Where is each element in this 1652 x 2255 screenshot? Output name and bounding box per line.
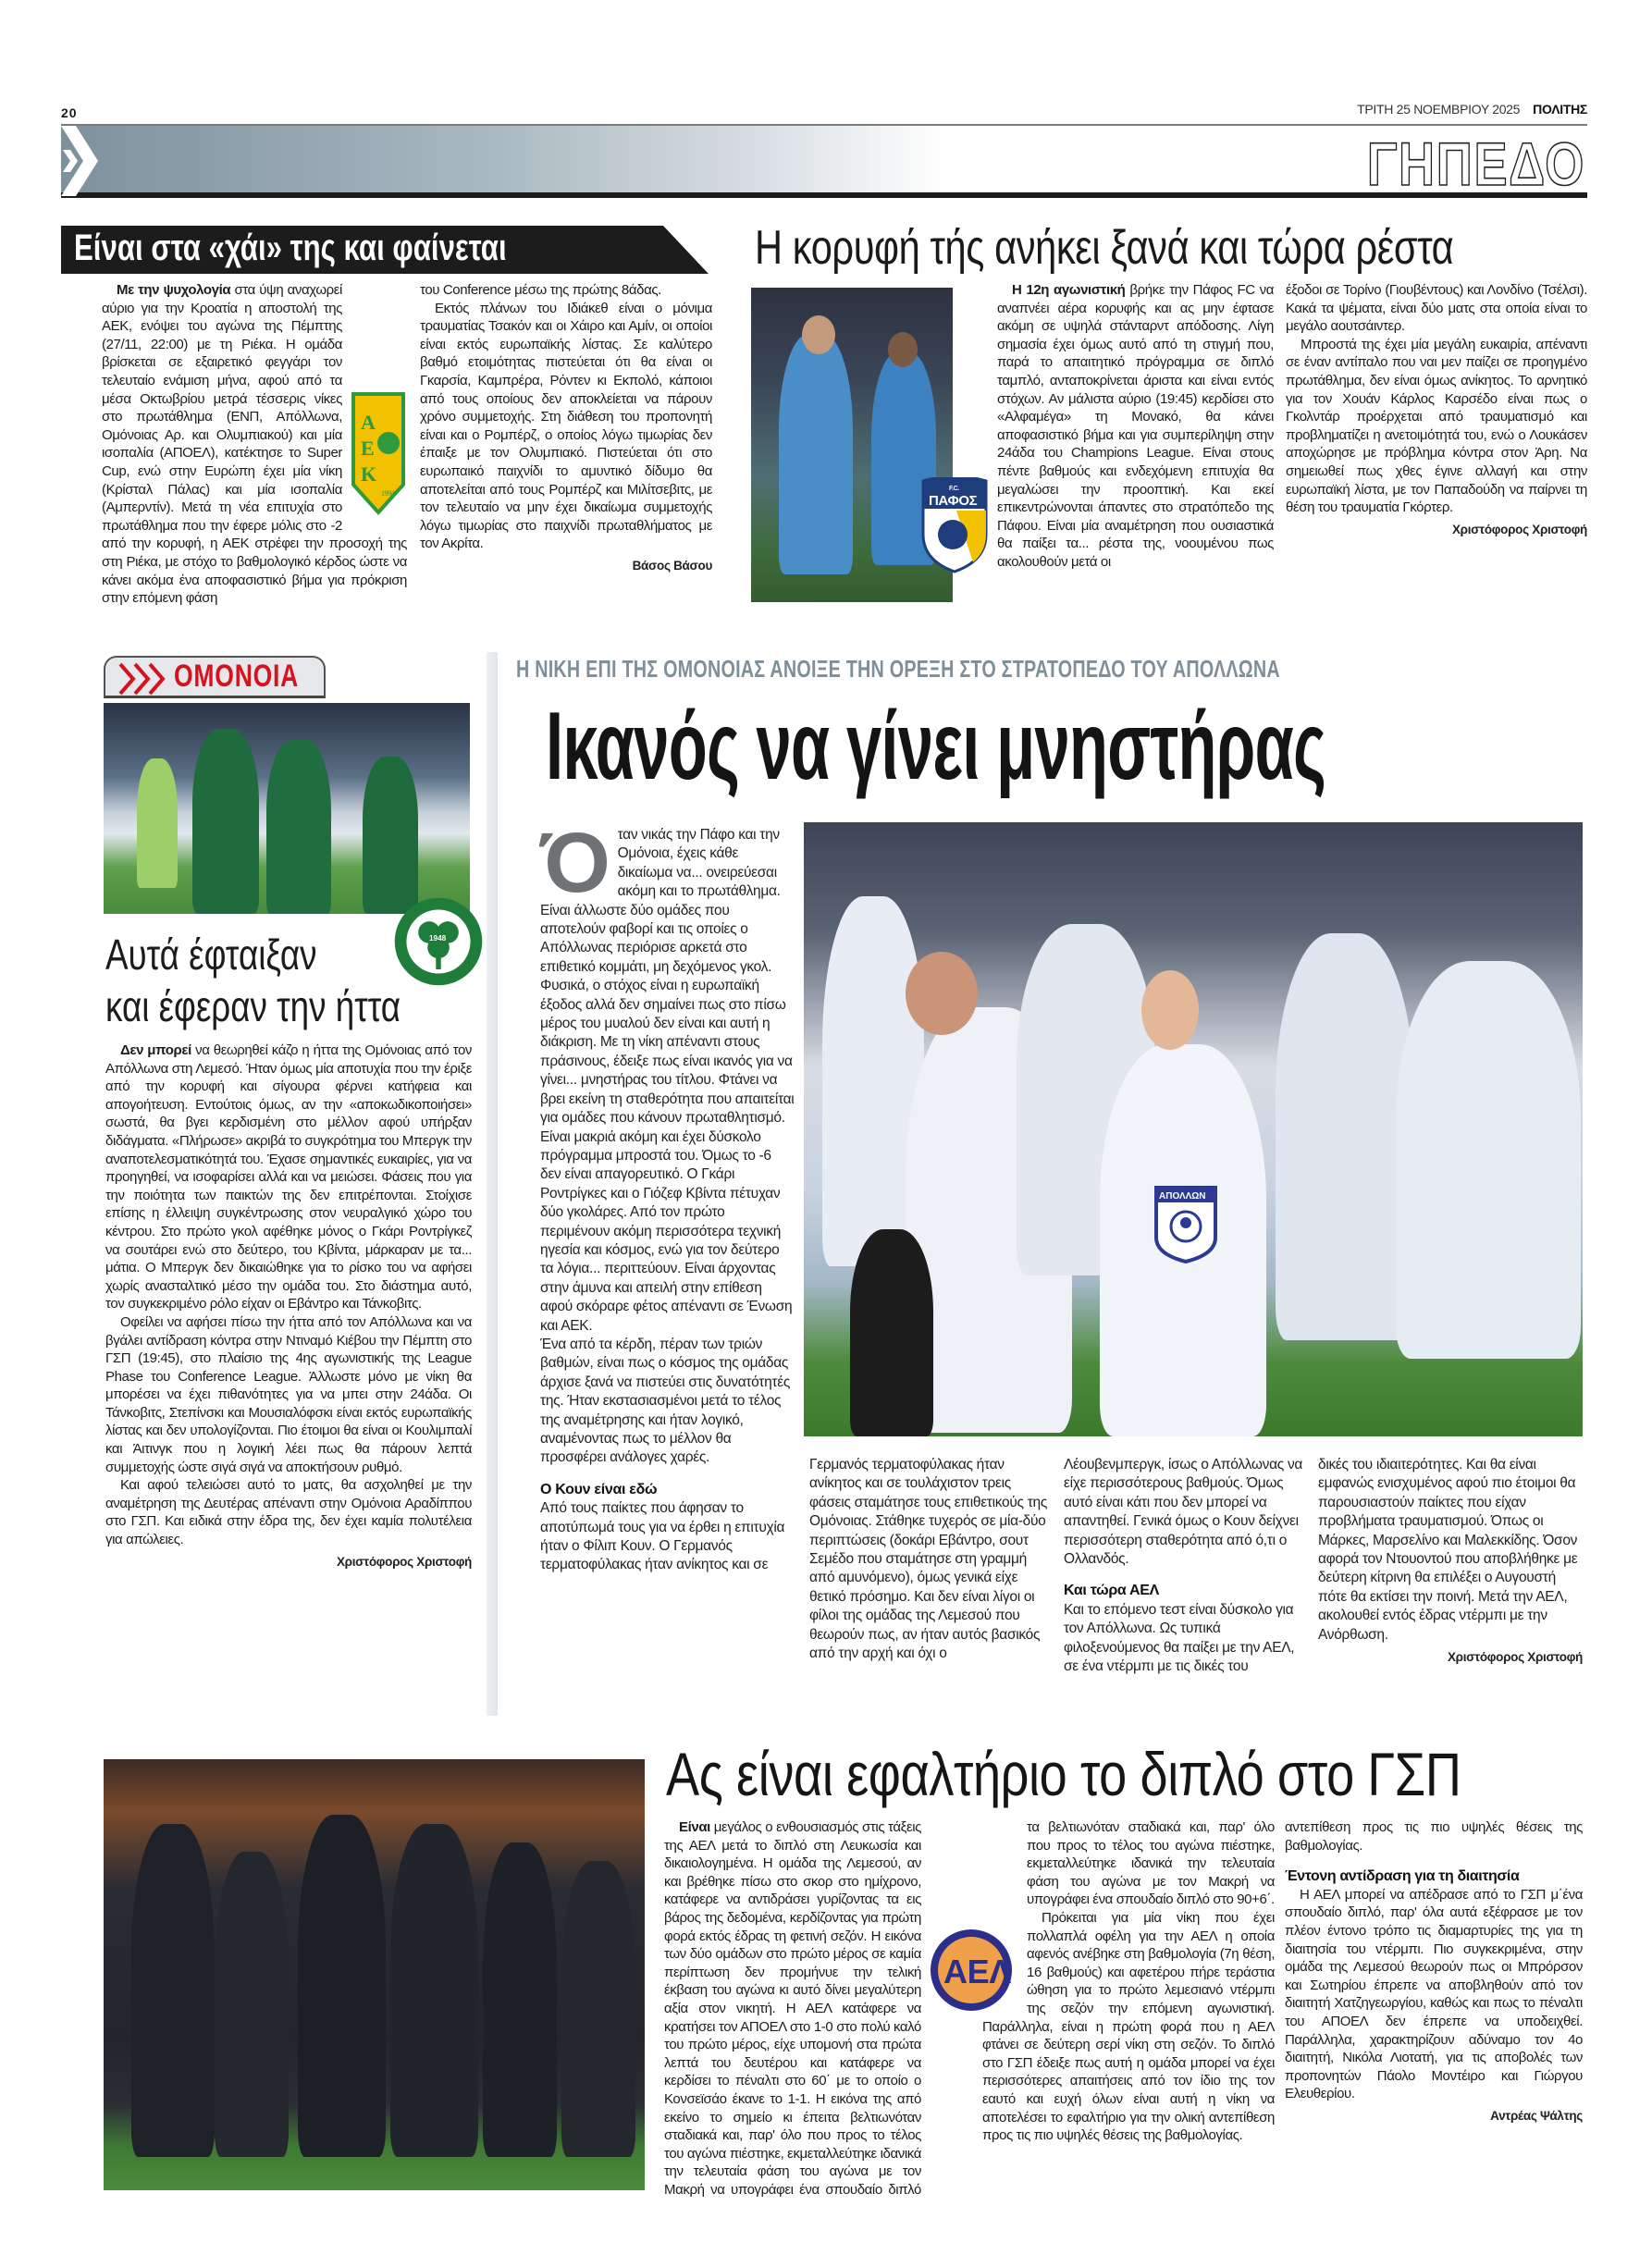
subheading: Και τώρα ΑΕΛ — [1064, 1583, 1160, 1599]
lead-in: Η 12η αγωνιστική — [1012, 282, 1126, 298]
svg-text:F.C.: F.C. — [949, 486, 959, 492]
svg-text:1994: 1994 — [381, 489, 395, 498]
omonoia-crest-logo — [392, 895, 485, 988]
article-column — [1064, 1456, 1306, 1677]
paragraph: βρήκε την Πάφος FC να αναπνέει αέρα κορυφής και ας μην έφτασε ακόμη σε υψηλά στάνταρντ απόδοσης. Λίγη σημασία έχει όμως αυτό από τη στιγμή που, παρά το απαιτητικό πρόγραμμα σε διπλό ταμπλό, ανταποκρίνεται άριστα και είναι εντός στόχων. Αν μάλιστα αύριο (19:45) κερδίσει στο «Αλφαμέγα» τη Μονακό, θα κάνει αποφασιστικό βήμα και για συμπερίληψη στην 24άδα του Champions League. Είναι στους πέντε βαθμούς και ενδεχόμενη επιτυχία θα μεγαλώσει την προοπτική. Και εκεί επικεντρώνονται άπαντες στο στρατόπεδο της Πάφου. Είναι μία αναμέτρηση που ουσιαστικά θα παίξει τα... ρέστα της, νοουμένου πως ακολουθούν μετά οι — [997, 282, 1275, 570]
article-intro: ταν νικάς την Πάφο και την Ομόνοια, έχεις κάθε δικαίωμα να... ονειρεύεσαι ακόμη και το πρωτάθλημα. — [617, 827, 781, 900]
paragraph: Οφείλει να αφήσει πίσω την ήττα από τον Απόλλωνα και να βγάλει αντίδραση κόντρα στην Ντιναμό Κιέβου την Πέμπτη στο ΓΣΠ (19:45), στο πλαίσιο της 4ης αγωνιστικής της League Phase του Conference League. Άλλωστε μόνο με νίκη θα μπορέσει να έχει πιθανότητες για να μπει στην 24άδα. Οι Τάνκοβιτς, Στεπίνσκι και Μουσιαλόφσκι είναι εκτός ευρωπαϊκής λίστας και δεν υπολογίζονται. Πιο έτοιμοι θα είναι οι Κουλιμπαλί και Άιτινγκ που η λογική λέει πως θα πάρουν λεπτά συμμετοχής ώστε σιγά σιγά να αποκτήσουν ρυθμό. — [105, 1313, 472, 1475]
lead-in: Είναι — [679, 1819, 710, 1835]
publication-name: ΠΟΛΙΤΗΣ — [1533, 102, 1587, 117]
aek-crest-logo — [350, 392, 407, 516]
ael-logo-text: ΑΕΛ — [943, 1953, 1011, 1990]
omonoia-players-photo — [104, 703, 470, 914]
article-column — [809, 1456, 1052, 1663]
article-headline-omonoia — [105, 929, 401, 1032]
subheading: Έντονη αντίδραση για τη διαιτησία — [1285, 1868, 1520, 1885]
paragraph: να θεωρηθεί κάζο η ήττα της Ομόνοιας από τον Απόλλωνα στη Λεμεσό. Ήταν όμως μία αποτυχία που την έριξε από την κορυφή και σίγουρα φέρνει κατήφεια και απογοήτευση. Εντούτοις όμως, αν την «αποκωδικοποιήσει» σωστά, θα βγει κερδισμένη στο μέλλον αφού υπήρξαν διδάγματα. «Πλήρωσε» ακριβά το συγκρότημα του Μπεργκ την αναποτελεσματικότητά του. Έχασε σημαντικές ευκαιρίες, για να προηγηθεί, να ισοφαρίσει αλλά και να μειώσει. Φάσεις που για την ποιότητα των παικτών της δεν επιτρέπονται. Στοίχισε επίσης η έλλειψη συγκέντρωσης στον νευραλγικό χώρο του κέντρου. Στο πρώτο γκολ αφέθηκε μόνος ο Γκάρι Ροντρίγκεζ να σουτάρει ενώ στο δεύτερο, του Κβίντα, μάρκαραν με τα... μάτια. Ο Μπεργκ δεν δικαιώθηκε για το ρίσκο του να αφήσει χωρίς ανασταλτικό μέσο την ομάδα του. Στο διάστημα αυτό, τον συγκεκριμένο ρόλο είχαν οι Εβάντρο και Τάνκοβιτς. — [105, 1042, 472, 1312]
paragraph: Μπροστά της έχει μία μεγάλη ευκαιρία, απέναντι σε έναν αντίπαλο που ναι μεν παίζει σε προηγμένο πρωτάθλημα, δεν είναι όμως ανίκητος. Το αρνητικό για τον Χουάν Κάρλος Καρσέδο είναι πως ο Γκολντάρ προέρχεται από τραυματισμό και προβληματίζει η ανετοιμότητά του, ενώ ο Λουκάσεν αποχώρησε με πρόβλημα κόντρα στον Άρη. Να σημειωθεί πως χθες έγινε αλλαγή και στην ευρωπαϊκή λίστα, με τον Παπαδούδη να παίρνει τη θέση του τραυματία Γκόρτερ. — [1286, 336, 1587, 516]
article-column — [1285, 1818, 1583, 2126]
paragraph-continued: Γερμανός τερματοφύλακας ήταν ανίκητος και σε τουλάχιστον τρεις φάσεις σταμάτησε τους επιθετικούς της Ομόνοιας. Στάθηκε τυχερός σε μία-δύο περιπτώσεις (δοκάρι Εβάντρο, σουτ Σεμέδο που σταμάτησε στη γραμμή από αμυνόμενο), όμως γενικά είχε θετικό πρόσημο. Και δεν είναι λίγοι οι φίλοι της ομάδας της Λεμεσού που θεωρούν πως, αν ήταν αυτός βασικός από την αρχή και όχι ο — [809, 1457, 1048, 1662]
svg-text:ΑΠΟΛΛΩΝ: ΑΠΟΛΛΩΝ — [1159, 1191, 1206, 1201]
article-column — [1318, 1456, 1583, 1667]
article-headline-aek: Είναι στα «χάι» της και φαίνεται — [74, 228, 507, 268]
article-column — [664, 1818, 1011, 2200]
paragraph: Είναι άλλωστε δύο ομάδες που αποτελούν φαβορί και τις οποίες ο Απόλλωνας περιόρισε αρκετά στο επιθετικό κομμάτι, μη δεχόμενος γκολ. Φυσικά, ο στόχος είναι η ευρωπαϊκή έξοδος αλλά δεν σημαίνει πως στο πίσω μέρος του μυαλού δεν είναι και αυτή η διάκριση. Με τη νίκη απέναντι στους πράσινους, έδειξε πως είναι ικανός για να γίνει... μνηστήρας του τίτλου. Φτάνει να βρει εκείνη τη σταθερότητα που απαιτείται για ομάδες που κάνουν πρωταθλητισμό. Είναι μακριά ακόμη και έχει δύσκολο πρόγραμμα μπροστά του. Όμως το -6 δεν είναι απαγορευτικό. Ο Γκάρι Ροντρίγκες και ο Γιόζεφ Κβίντα πέτυχαν δύο γκολάρες. Από τον πρώτο περιμένουν ακόμη περισσότερα τεχνική ηγεσία και κόσμος, ενώ για τον δεύτερο τα λόγια... περιττεύουν. Είναι άρχοντας στην άμυνα και απειλή στην επίθεση αφού σκόραρε φέτος απέναντι σε Ένωση και ΑΕΚ. — [540, 902, 795, 1334]
paragraph-continued: αντεπίθεση προς τις πιο υψηλές θέσεις της βαθμολογίας. — [1285, 1819, 1583, 1854]
paragraph: Πρόκειται για μία νίκη που έχει πολλαπλά οφέλη για την ΑΕΛ η οποία αφενός ανέβηκε στη βαθμολογία (7η θέση, 16 βαθμούς) και αφετέρου πήρε τεράστια ώθηση για το πρώτο λεμεσιανό ντέρμπι της σεζόν την επόμενη αγωνιστική. Παράλληλα, είναι η πρώτη φορά που η ΑΕΛ φτάνει σε δεύτερη σερί νίκη στη σεζόν. Το διπλό στο ΓΣΠ έδειξε πως αυτή η ομάδα μπορεί να έχει περισσότερες απαιτήσεις από τον ίδιο της τον εαυτό και ευχή όλων είναι αυτή η νίκη να αποτελέσει το εφαλτήριο για την ολική αντεπίθεση προς τις πιο υψηλές θέσεις της βαθμολογίας. — [982, 1909, 1275, 2144]
section-tag-label: ΟΜΟΝΟΙΑ — [174, 659, 300, 694]
article-column — [540, 816, 795, 1575]
paragraph-continued: δικές του ιδιαιτερότητες. Και θα είναι εμφανώς ενισχυμένος αφού πιο έτοιμοι θα παρουσιαστούν παίκτες που είχαν προβλήματα τραυματισμού. Όπως οι Μάρκες, Μαρσελίνο και Μαλεκκίδης. Όσον αφορά τον Ντουοντού που αποβλήθηκε με δεύτερη κίτρινη θα επιλέξει ο Αυγουστή πότε θα εκτίσει την ποινή. Μετά την ΑΕΛ, ακολουθεί εντός έδρας ντέρμπι με την Ανόρθωση. — [1318, 1457, 1578, 1643]
issue-date: ΤΡΙΤΗ 25 ΝΟΕΜΒΡΙΟΥ 2025 — [1357, 102, 1521, 117]
apollon-celebration-photo — [804, 822, 1583, 1436]
pafos-crest-logo — [919, 477, 990, 573]
paragraph: μεγάλος ο ενθουσιασμός στις τάξεις της ΑΕΛ μετά το διπλό στη Λευκωσία και δικαιολογημένα. Η ομάδα της Λεμεσού, αν και βρέθηκε πίσω στο σκορ στο ημίχρονο, κατάφερε να αντιδράσει γυρίζοντας τα εις βάρος της δεδομένα, κερδίζοντας για πρώτη φορά εκτός έδρας τη φετινή σεζόν. Η εικόνα των δύο ομάδων στο πρώτο μέρος σε καμία περίπτωση δεν προμήνυε την τελική έκβαση του αγώνα κι αυτό δίνει μεγαλύτερη αξία στον νικητή. Η ΑΕΛ κατάφερε να κρατήσει τον ΑΠΟΕΛ στο 1-0 στο πολύ καλό του πρώτο μέρος, είχε υπομονή στα πρώτα λεπτά του δευτέρου και κατάφερε να κερδίσει το πέναλτι στο 60΄ με το οποίο ο Κονσεϊσάο έκανε το 1-1. Η εικόνα της από εκείνο το σημείο κι έπειτα βελτιωνόταν σταδιακά και, παρ' όλο που προς το τέλος του αγώνα πιέστηκε, εκμεταλλεύτηκε ιδανικά την τελευταία φάση του αγώνα με τον Μακρή να υπογράφει ένα σπουδαίο διπλό — [664, 1819, 921, 2198]
paragraph: Ένα από τα κέρδη, πέραν των τριών βαθμών, είναι πως ο κόσμος της ομάδας άρχισε ξανά να πιστεύει στις δυνατότητές της. Ήταν εκστασιασμένοι μετά το τέλος της αναμέτρησης και ήταν λογικό, αναμένοντας πως το μέλλον θα προσφέρει ανάλογες χαρές. — [540, 1336, 791, 1466]
article-column — [420, 281, 712, 575]
paragraph: στα ύψη αναχωρεί αύριο για την Κροατία η αποστολή της ΑΕΚ, ενόψει του αγώνα της Πέμπτης (27/11, 22:00) με τη Ριέκα. Η ομάδα βρίσκεται σε εξαιρετικό φεγγάρι τον τελευταίο ενάμιση μήνα, αφού από τα μέσα Οκτωβρίου μετρά τέσσερις νίκες στο πρωτάθλημα (ΕΝΠ, Απόλλωνα, Ομόνοιας Αρ. και Ολυμπιακού) και μία ισοπαλία (ΑΠΟΕΛ), κατέκτησε το Super Cup, ενώ στην Ευρώπη έχει μία νίκη (Κρίσταλ Πάλας) και μία ισοπαλία (Αμπερντίν). Μετά τη νέα επιτυχία στο πρωτάθλημα που την έφερε μόλις στο -2 από την κορυφή, η ΑΕΚ στρέφει την προσοχή της στη Ριέκα, με στόχο το βαθμολογικό κέρδος ώστε να κάνει ακόμα ένα αποφασιστικό βήμα για πρόκριση στην επόμενη φάση — [102, 282, 407, 607]
article-headline-main: Ικανός να γίνει μνηστήρας — [546, 693, 1326, 800]
paragraph: Εκτός πλάνων του Ιδιάκεθ είναι ο μόνιμα τραυματίας Τσακόν και οι Χάιρο και Αμίν, οι οποίοι είναι εκτός ευρωπαϊκής λίστας. Σε καλύτερο βαθμό ετοιμότητας πιστεύεται ότι θα είναι οι Γκαρσία, Καμπρέρα, Ρόντεν κι Εκπολό, κάποιοι από τους οποίους δεν αποκλείεται να πάρουν χρόνο συμμετοχής. Στη διάθεση του προπονητή είναι και ο Ρομπέρζ, ο οποίος λόγω τιμωρίας δεν έπαιξε με τον Ολυμπιακό. Πιστεύεται ότι στο ευρωπαικό παιχνίδι το αμυντικό δίδυμο θα αποτελείται από τους Ρομπέρζ και Μιλίτσεβιτς, με τον τελευταίο να μην έχει δικαίωμα συμμετοχής λόγω τιμωρίας στο παιχνίδι πρωταθλήματος με τον Ακρίτα. — [420, 300, 712, 552]
paragraph-continued: Λέουβενμπεργκ, ίσως ο Απόλλωνας να είχε περισσότερους βαθμούς. Όμως αυτό είναι κάτι που δεν μπορεί να απαντηθεί. Γενικά όμως ο Κουν δείχνει περισσότερη σταθερότητα από ό,τι ο Ολλανδός. — [1064, 1457, 1303, 1568]
paragraph: Η ΑΕΛ μπορεί να απέδρασε από το ΓΣΠ μ΄ένα σπουδαίο διπλό, παρ' όλα αυτά εξέφρασε με τον πλέον έντονο τρόπο τις διαμαρτυρίες της για τη διαιτησία του ντέρμπι. Πιο συγκεκριμένα, στην ομάδα της Λεμεσού θεωρούν πως οι Μπρόρσον και Σωτηρίου έπρεπε να αποβληθούν από τον διαιτητή Χατζηγεωργίου, καθώς και πως το πέναλτι του ΑΠΟΕΛ δεν έπρεπε να υποδειχθεί. Παράλληλα, χαρακτηρίζουν αδύναμο τον 4ο διαιτητή, Νικόλα Λιοτατή, για τις αποβολές των προπονητών Πάολο Μοντέιρο και Γιώργου Ελευθερίου. — [1285, 1886, 1583, 2102]
byline: Βάσος Βάσου — [632, 558, 712, 573]
column-divider — [487, 652, 498, 1716]
svg-text:Ε: Ε — [361, 437, 375, 460]
article-column — [982, 1818, 1275, 2145]
byline: Χριστόφορος Χριστοφή — [1451, 522, 1587, 536]
subheading: Ο Κουν είναι εδώ — [540, 1481, 658, 1497]
article-headline-pafos: Η κορυφή τής ανήκει ξανά και τώρα ρέστα — [755, 221, 1454, 275]
article-column — [1286, 281, 1587, 538]
paragraph: Από τους παίκτες που άφησαν το αποτύπωμά τους για να έρθει η επιτυχία ήταν ο Φίλιπ Κουν. Ο Γερμανός τερματοφύλακας ήταν ανίκητος και σε — [540, 1500, 785, 1573]
ael-players-photo — [104, 1759, 645, 2190]
lead-in: Δεν μπορεί — [120, 1042, 191, 1058]
lead-in: Με την ψυχολογία — [117, 282, 231, 298]
paragraph-continued: τα βελτιωνόταν σταδιακά και, παρ' όλο που προς το τέλος του αγώνα πιέστηκε, εκμεταλλεύτηκε ιδανικά την τελευταία φάση του αγώνα με τον Μακρή να υπογράφει ένα σπουδαίο διπλό στο 90+6΄. — [1027, 1819, 1275, 1908]
paragraph: Και αφού τελειώσει αυτό το ματς, θα ασχοληθεί με την αναμέτρηση της Δευτέρας απέναντι στην Ομόνοια Αραδίππου στο ΓΣΠ. Και ειδικά στην έδρα της, δεν έχει καμία πολυτέλεια για απώλειες. — [105, 1477, 472, 1548]
drop-cap: Ό — [540, 816, 610, 910]
byline: Χριστόφορος Χριστοφή — [336, 1554, 472, 1569]
svg-text:1948: 1948 — [429, 934, 447, 943]
chevron-right-icon — [61, 126, 117, 196]
dateline — [1357, 102, 1587, 117]
paragraph: Και το επόμενο τεστ είναι δύσκολο για τον Απόλλωνα. Ως τυπικά φιλοξενούμενος θα παίξει με την ΑΕΛ, σε ένα ντέρμπι με τις δικές του — [1064, 1601, 1295, 1675]
pafos-logo-text: ΠΑΦΟΣ — [929, 493, 978, 509]
article-column — [929, 281, 1275, 573]
article-column — [105, 1041, 472, 1571]
triple-chevron-icon — [118, 662, 170, 696]
headline-line: και έφεραν την ήττα — [105, 982, 401, 1030]
article-kicker: Η ΝΙΚΗ ΕΠΙ ΤΗΣ ΟΜΟΝΟΙΑΣ ΑΝΟΙΞΕ ΤΗΝ ΟΡΕΞΗ ΣΤΟ ΣΤΡΑΤΟΠΕΔΟ ΤΟΥ ΑΠΟΛΛΩΝΑ — [516, 655, 1280, 683]
svg-text:Α: Α — [361, 411, 376, 434]
article-headline-ael: Ας είναι εφαλτήριο το διπλό στο ΓΣΠ — [666, 1740, 1461, 1808]
paragraph: του Conference μέσω της πρώτης 8άδας. — [420, 282, 661, 298]
byline: Αντρέας Ψάλτης — [1490, 2108, 1583, 2123]
section-title: ΓΗΠΕΔΟ — [1366, 129, 1585, 198]
page-number: 20 — [61, 105, 78, 120]
headline-line: Αυτά έφταιξαν — [105, 930, 317, 979]
article-column — [102, 281, 407, 608]
apollon-crest-logo — [1153, 1184, 1219, 1263]
paragraph: έξοδοι σε Τορίνο (Γιουβέντους) και Λονδίνο (Τσέλσι). Κακά τα ψέματα, είναι δύο ματς στα οποία είναι το μεγάλο αουτσάιντερ. — [1286, 282, 1587, 335]
section-header-bar — [61, 124, 1587, 198]
svg-text:Κ: Κ — [361, 462, 376, 486]
logo-text-wrap-spacer — [982, 1911, 1021, 2000]
byline: Χριστόφορος Χριστοφή — [1447, 1650, 1583, 1665]
